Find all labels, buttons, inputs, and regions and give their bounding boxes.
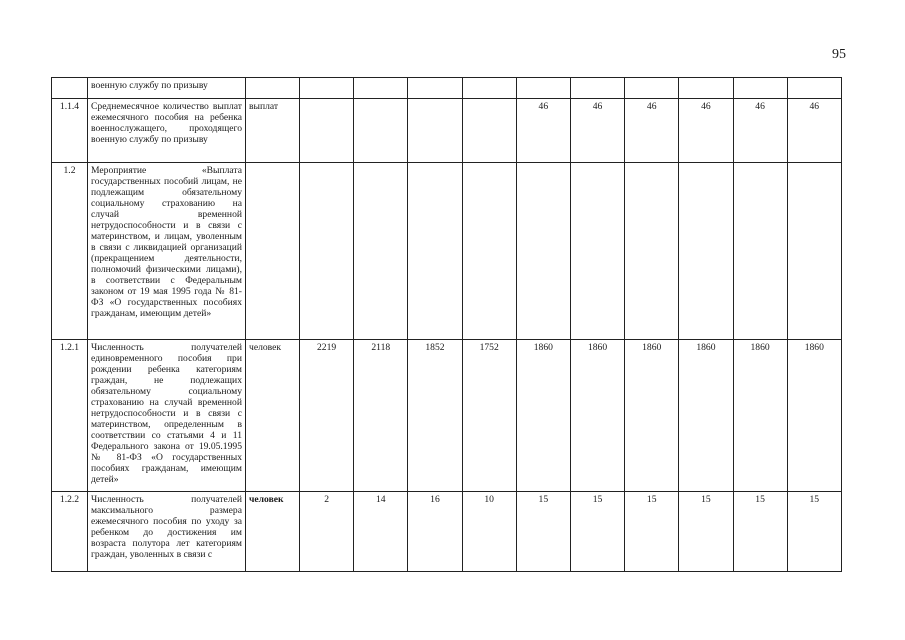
value-cell [733,163,787,340]
value-cell [570,78,624,99]
value-cell: 2118 [354,340,408,492]
indicator-name: Численность получателей максимального размера ежемесячного пособия по уходу за ребенком до достижения им возраста полутора лет категориям граждан, уволенных в связи с [88,492,246,572]
value-cell: 16 [408,492,462,572]
value-cell: 15 [679,492,733,572]
value-cell [787,163,841,340]
value-cell: 15 [516,492,570,572]
row-number: 1.2.2 [52,492,88,572]
unit-of-measure [246,78,300,99]
value-cell: 1860 [679,340,733,492]
value-cell: 15 [733,492,787,572]
value-cell [733,78,787,99]
value-cell [408,99,462,163]
value-cell [408,78,462,99]
value-cell: 46 [787,99,841,163]
indicator-name: военную службу по призыву [88,78,246,99]
value-cell [354,99,408,163]
value-cell: 1860 [570,340,624,492]
table-row [52,340,842,492]
value-cell: 1852 [408,340,462,492]
value-cell: 14 [354,492,408,572]
unit-of-measure [246,163,300,340]
table-row [52,163,842,340]
value-cell [354,163,408,340]
value-cell [570,163,624,340]
value-cell: 1860 [625,340,679,492]
value-cell: 46 [679,99,733,163]
value-cell: 15 [625,492,679,572]
value-cell: 46 [570,99,624,163]
indicators-table [51,77,842,572]
page-number: 95 [832,47,846,62]
value-cell: 46 [625,99,679,163]
table-row [52,492,842,572]
row-number [52,78,88,99]
table-row [52,78,842,99]
value-cell [679,78,733,99]
value-cell [300,99,354,163]
value-cell: 1860 [733,340,787,492]
unit-of-measure: человек [246,340,300,492]
unit-of-measure: выплат [246,99,300,163]
value-cell: 46 [733,99,787,163]
value-cell [787,78,841,99]
value-cell: 15 [787,492,841,572]
value-cell: 1860 [787,340,841,492]
value-cell: 10 [462,492,516,572]
value-cell: 15 [570,492,624,572]
value-cell: 1752 [462,340,516,492]
value-cell [625,163,679,340]
value-cell: 2 [300,492,354,572]
indicator-name: Мероприятие «Выплата государственных пособий лицам, не подлежащим обязательному социальному страхованию на случай временной нетрудоспособности и в связи с материнством, и лицам, уволенным в связи с ликвидацией организаций (прекращением деятельности, полномочий физическими лицами), в соответствии с Федеральным законом от 19 мая 1995 года № 81-ФЗ «О государственных пособиях гражданам, имеющим детей» [88,163,246,340]
table-body [52,78,842,572]
row-number: 1.2 [52,163,88,340]
row-number: 1.1.4 [52,99,88,163]
unit-of-measure: человек [246,492,300,572]
value-cell [408,163,462,340]
value-cell: 46 [516,99,570,163]
value-cell [462,99,516,163]
value-cell [625,78,679,99]
value-cell [462,78,516,99]
row-number: 1.2.1 [52,340,88,492]
value-cell [516,78,570,99]
value-cell [462,163,516,340]
value-cell [516,163,570,340]
indicator-name: Численность получателей единовременного пособия при рождении ребенка категориям граждан, не подлежащих обязательному социальному страхованию на случай временной нетрудоспособности и в связи с материнством, определенным в соответствии со статьями 4 и 11 Федерального закона от 19.05.1995 № 81-ФЗ «О государственных пособиях гражданам, имеющим детей» [88,340,246,492]
value-cell [300,78,354,99]
value-cell [300,163,354,340]
value-cell [679,163,733,340]
value-cell: 1860 [516,340,570,492]
value-cell [354,78,408,99]
indicator-name: Среднемесячное количество выплат ежемесячного пособия на ребенка военнослужащего, проходящего военную службу по призыву [88,99,246,163]
value-cell: 2219 [300,340,354,492]
table-row [52,99,842,163]
